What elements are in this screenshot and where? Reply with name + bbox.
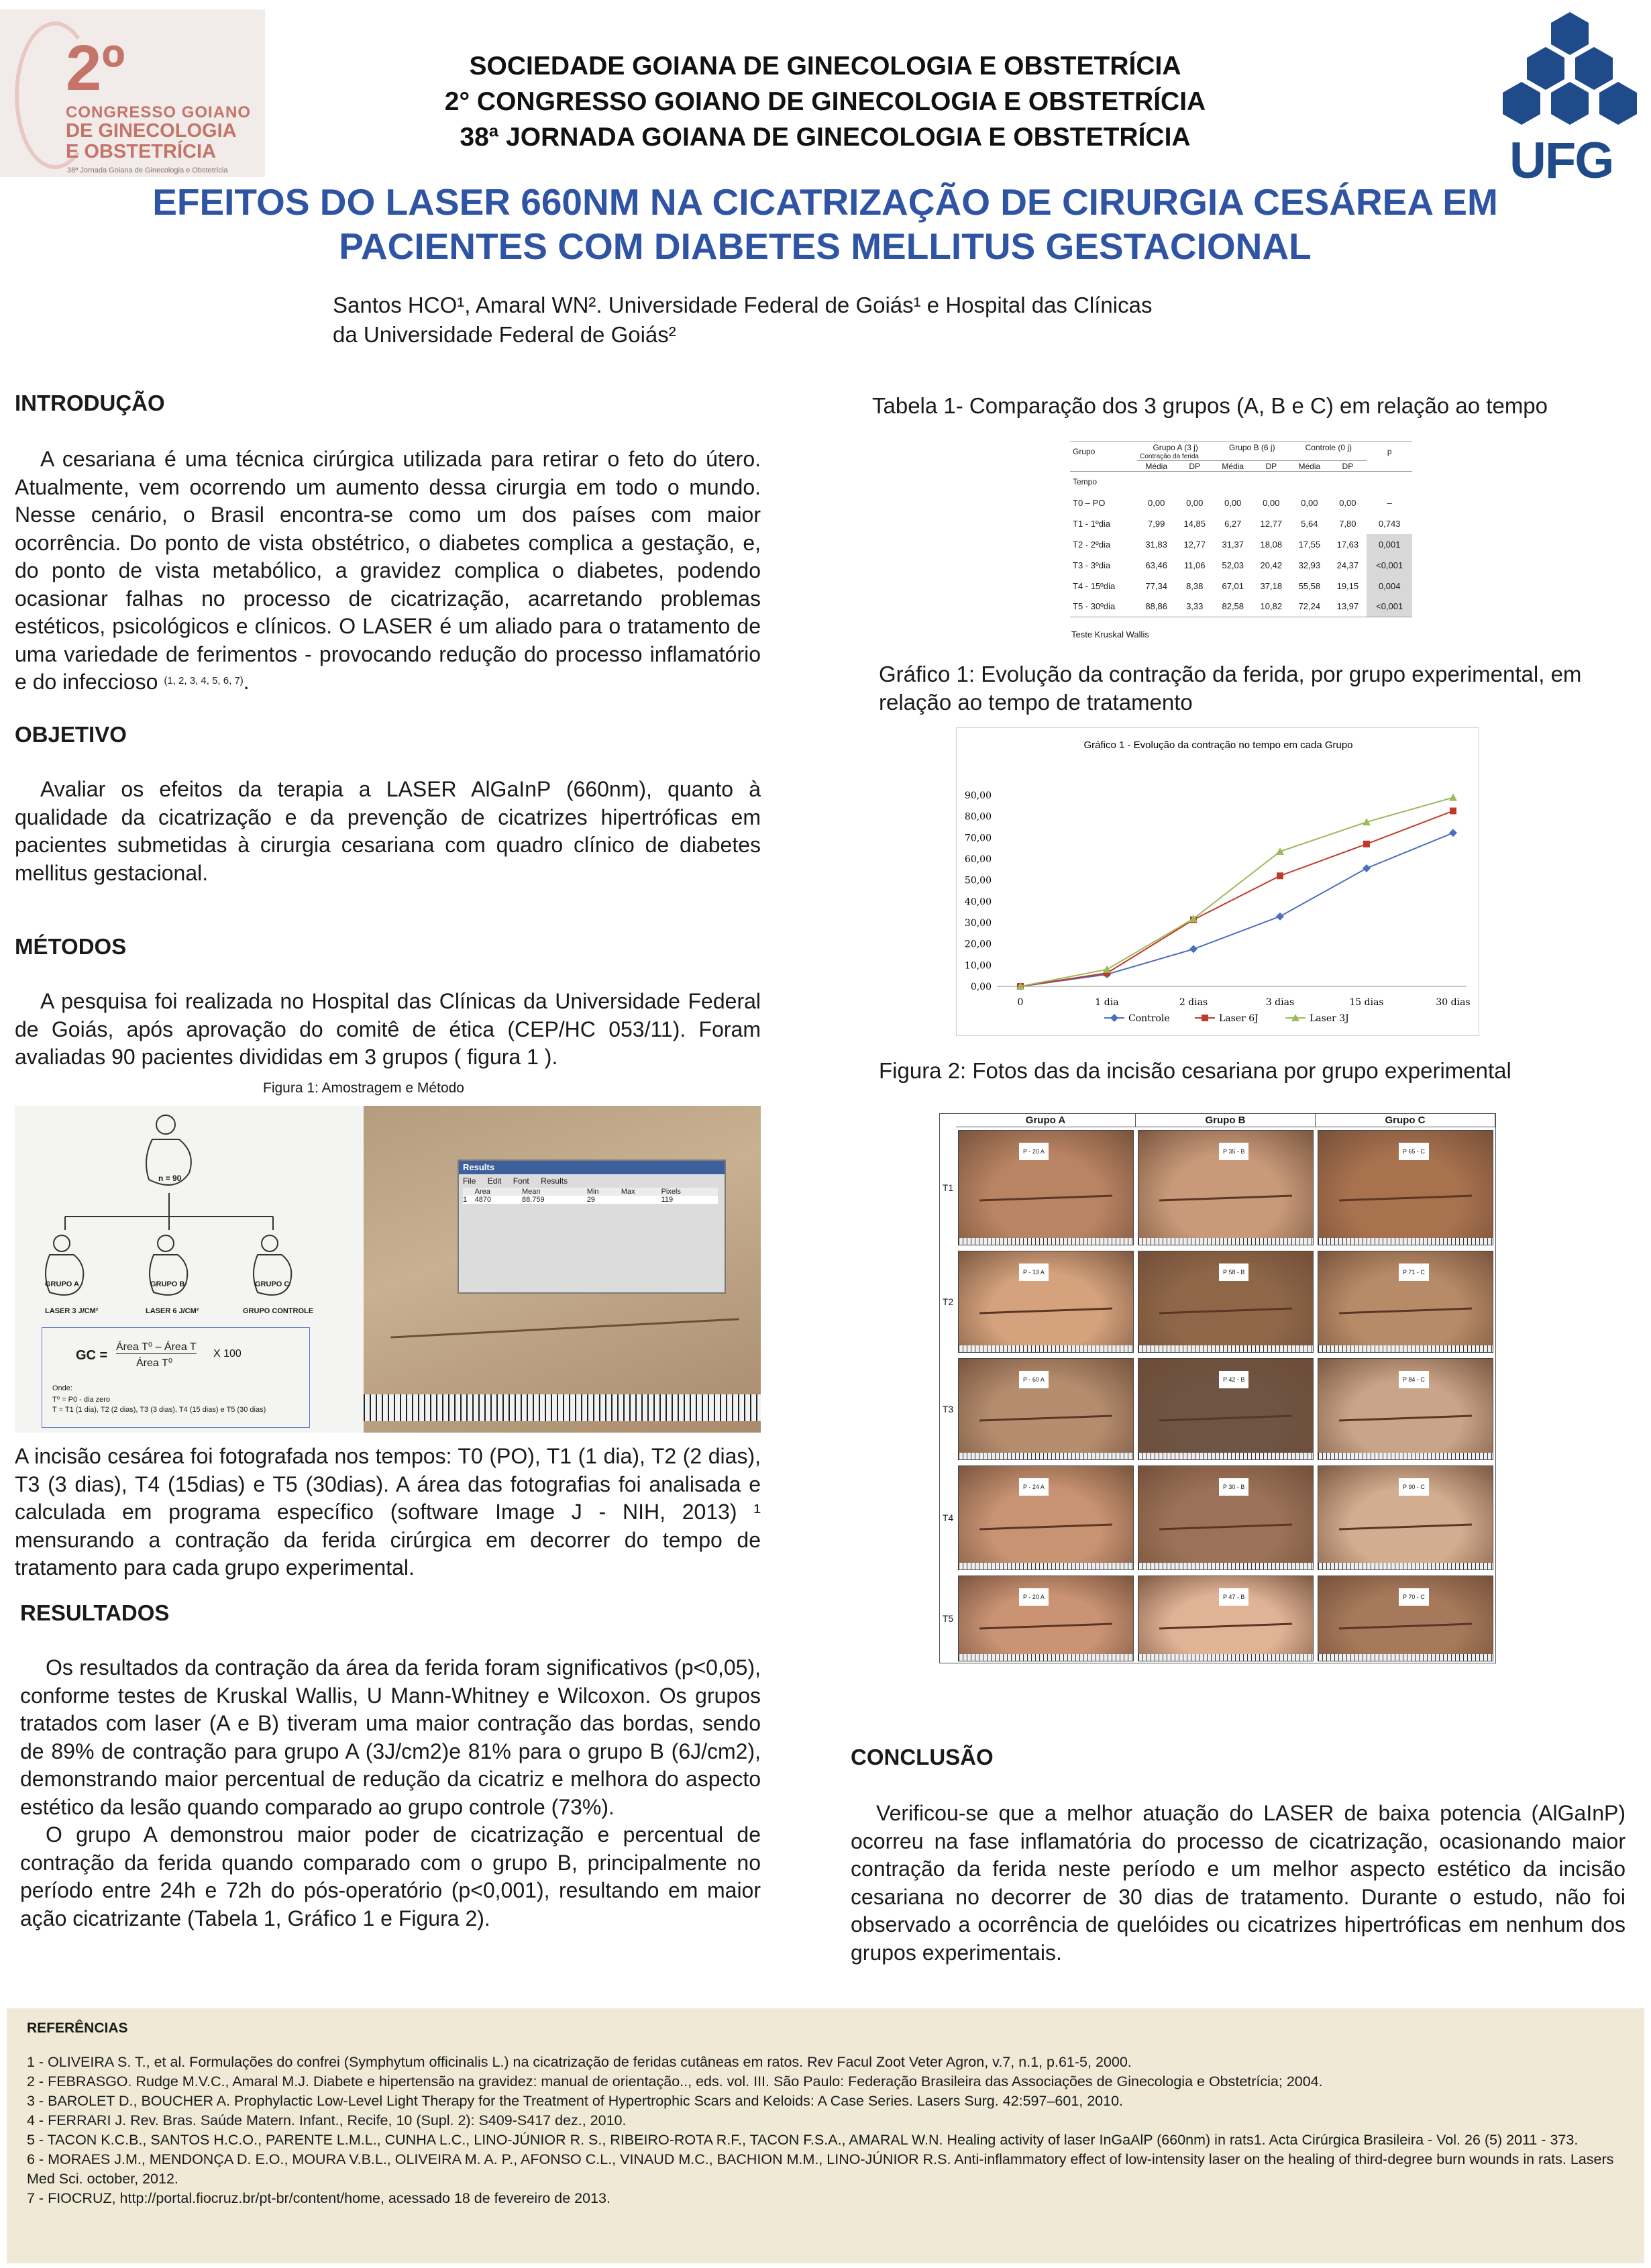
patient-tag: P - 60 A	[1019, 1371, 1049, 1388]
table1-cell: 12,77	[1260, 518, 1283, 529]
references-list	[27, 2053, 1624, 2208]
figure2-caption: Figura 2: Fotos das da incisão cesariana por grupo experimental	[879, 1058, 1511, 1083]
table1-col-dp: DP	[1328, 461, 1367, 472]
results-heading: RESULTADOS	[20, 1600, 170, 1625]
wound-photo	[958, 1130, 1134, 1245]
reference-item: 4 - FERRARI J. Rev. Bras. Saúde Matern. Infant., Recife, 10 (Supl. 2): S409-S417 dez., 2010.	[27, 2112, 627, 2128]
table1-cell: 32,93	[1298, 560, 1321, 570]
y-tick-label: 50,00	[964, 875, 992, 886]
reference-item: 2 - FEBRASGO. Rudge M.V.C., Amaral M.J. Diabete e hipertensão na gravidez: manual de orientação.., eds. vol. III. São Paulo: Federação Brasileira das Associações de Ginecologia e Obstetrícia; 2004.	[27, 2073, 1323, 2090]
table1-cell: 20,42	[1260, 560, 1283, 570]
references-heading: REFERÊNCIAS	[27, 2020, 128, 2036]
table1-p-value: 0,004	[1367, 576, 1412, 597]
data-point	[1276, 913, 1284, 921]
incision-line	[1339, 1415, 1472, 1422]
ufg-logo	[1503, 11, 1637, 189]
patient-tag: P 84 - C	[1399, 1371, 1429, 1388]
series-line-laser-6j	[1020, 811, 1453, 986]
incision-line	[979, 1623, 1112, 1630]
menu-font: Font	[513, 1176, 529, 1186]
table1-col-media: Média	[1137, 461, 1175, 472]
references-section	[7, 2008, 1644, 2263]
results-cell: 1	[463, 1196, 468, 1204]
table1-tempo-label: Tempo	[1073, 477, 1098, 487]
figure2-row-label: T4	[942, 1512, 954, 1523]
group-c-label: GRUPO C	[255, 1280, 290, 1288]
wound-photo	[1138, 1576, 1314, 1661]
data-point	[1277, 872, 1283, 879]
hexagon-cluster-icon	[1503, 11, 1637, 132]
reference-item: 5 - TACON K.C.B., SANTOS H.C.O., PARENTE L.M.L., CUNHA L.C., LINO-JÚNIOR R. S., RIBEIRO-ROTA R.F., TACON F.S.A., AMARAL W.N. Healing activity of laser InGaAlP (660nm) in rats1. Acta Cirúrgica Brasileira - Vol. 26 (5) 2011 - 373.	[27, 2132, 1579, 2148]
laser-6j-label: LASER 6 J/CM²	[146, 1307, 199, 1315]
y-tick-label: 70,00	[964, 833, 992, 844]
y-tick-label: 60,00	[964, 854, 992, 865]
incision-line	[1159, 1415, 1292, 1422]
table1-cell: 11,06	[1183, 560, 1206, 570]
congress-logo	[0, 9, 265, 177]
ruler	[1138, 1453, 1313, 1459]
legend-marker	[1202, 1015, 1208, 1021]
table1-col-media: Média	[1290, 461, 1328, 472]
ruler	[1318, 1654, 1493, 1661]
table1-cell: 19,15	[1336, 580, 1359, 591]
data-point	[1103, 966, 1111, 973]
table1-row-label: T2 - 2ºdia	[1073, 539, 1111, 550]
data-point	[1449, 829, 1457, 837]
author-line: da Universidade Federal de Goiás²	[333, 322, 676, 347]
society-line: SOCIEDADE GOIANA DE GINECOLOGIA E OBSTETRÍCIA	[469, 52, 1181, 81]
abdomen-photo	[364, 1106, 761, 1433]
table1-cell: 0,00	[1263, 497, 1280, 508]
table1-body	[1070, 472, 1412, 617]
objective-text: Avaliar os efeitos da terapia a LASER AlGaInP (660nm), quanto à qualidade da cicatrização e da prevenção de cicatrizes hipertróficas em pacientes submetidas à cirurgia cesariana com quadro clínico de diabetes mellitus gestacional.	[15, 777, 761, 885]
ruler	[1318, 1563, 1493, 1569]
reference-item: 7 - FIOCRUZ, http://portal.fiocruz.br/pt-br/content/home, acessado 18 de fevereiro de 2013.	[27, 2190, 610, 2206]
incision-line	[979, 1308, 1112, 1315]
ruler	[959, 1453, 1133, 1459]
wound-photo	[1318, 1465, 1493, 1570]
incision-line	[1159, 1194, 1292, 1201]
figure1-caption: Figura 1: Amostragem e Método	[263, 1080, 464, 1096]
wound-photo	[1318, 1251, 1493, 1353]
line-chart	[957, 728, 1480, 1037]
wound-photo	[958, 1576, 1134, 1661]
y-tick-label: 80,00	[964, 811, 992, 823]
table1-cell: 6,27	[1224, 518, 1242, 529]
table1-cell: 67,01	[1222, 580, 1244, 591]
methods-text: A pesquisa foi realizada no Hospital das Clínicas da Universidade Federal de Goiás, após aprovação do comitê de ética (CEP/HC 053/11). Foram avaliadas 90 pacientes divididas em 3 grupos ( figura 1 ).	[15, 989, 761, 1069]
patient-tag: P - 13 A	[1019, 1264, 1049, 1281]
menu-file: File	[463, 1176, 476, 1186]
formula-multiplier: X 100	[213, 1348, 242, 1359]
table1-cell: 13,97	[1328, 597, 1367, 617]
formula-numerator: Área T⁰ – Área T	[116, 1341, 197, 1353]
ruler	[1138, 1345, 1313, 1352]
x-tick-label: 2 dias	[1179, 997, 1208, 1008]
intro-citation: (1, 2, 3, 4, 5, 6, 7)	[164, 675, 244, 686]
figure2-row-label: T5	[942, 1613, 954, 1624]
control-group-label: GRUPO CONTROLE	[243, 1307, 314, 1315]
wound-photo	[958, 1358, 1134, 1460]
wound-photo	[1138, 1251, 1314, 1353]
table1-caption: Tabela 1- Comparação dos 3 grupos (A, B e C) em relação ao tempo	[872, 393, 1548, 418]
wound-photo	[1318, 1576, 1493, 1661]
table1-cell: 37,18	[1260, 580, 1283, 591]
data-point	[1189, 945, 1197, 953]
patient-tag: P 65 - C	[1399, 1143, 1429, 1160]
poster-title	[94, 180, 1556, 268]
x-tick-label: 15 dias	[1349, 997, 1384, 1008]
results-cell: 4870	[474, 1196, 492, 1204]
incision-line	[1339, 1194, 1472, 1201]
legend-label: Laser 6J	[1219, 1013, 1259, 1024]
table1-cell: 0,00	[1148, 497, 1165, 508]
table1-cell: 82,58	[1214, 597, 1252, 617]
results-window	[458, 1159, 726, 1294]
table1	[1070, 442, 1412, 617]
wound-photo	[1318, 1130, 1493, 1245]
table1-group-a: Grupo A (3 j)	[1137, 442, 1214, 453]
patient-tag: P 58 - B	[1219, 1264, 1248, 1281]
table1-cell: 18,08	[1260, 539, 1283, 550]
table1-row-label: T3 - 3ºdia	[1073, 560, 1111, 570]
data-point	[1363, 841, 1370, 847]
sample-size-label: n = 90	[158, 1174, 182, 1183]
table1-cell: 55,58	[1298, 580, 1321, 591]
menu-edit: Edit	[487, 1176, 502, 1186]
incision-line	[1159, 1308, 1292, 1315]
incision-line	[979, 1415, 1112, 1422]
intro-section	[15, 391, 761, 697]
legend-label: Controle	[1128, 1013, 1170, 1024]
laser-3j-label: LASER 3 J/CM²	[45, 1307, 99, 1315]
society-header	[282, 48, 1369, 155]
y-tick-label: 20,00	[964, 939, 992, 950]
data-point	[1449, 794, 1457, 801]
table1-cell: 88,86	[1137, 597, 1175, 617]
table1-group-label: Grupo	[1070, 442, 1137, 461]
results-section	[20, 1600, 761, 1932]
intro-end: .	[243, 670, 250, 694]
table1-cell: 77,34	[1145, 580, 1167, 591]
results-col: Area	[474, 1188, 490, 1196]
table1-row	[1070, 493, 1412, 513]
formula-where-t0: T⁰ = P0 - dia zero	[52, 1396, 111, 1404]
wound-photo	[1318, 1358, 1493, 1460]
methods-after-text: A incisão cesárea foi fotografada nos tempos: T0 (PO), T1 (1 dia), T2 (2 dias), T3 (3 dias), T4 (15dias) e T5 (30dias). A área das fotografias foi analisada e calculada em programa específico (software Image J - NIH, 2013) ¹ mensurando a contração da ferida cirúrgica em decorrer do tempo de tratamento para cada grupo experimental.	[15, 1444, 761, 1580]
jornada-line: 38ª JORNADA GOIANA DE GINECOLOGIA E OBSTETRÍCIA	[460, 123, 1191, 152]
results-col	[463, 1188, 475, 1196]
series-line-laser-3j	[1020, 798, 1453, 986]
patient-tag: P - 20 A	[1019, 1588, 1049, 1606]
table1-col-dp: DP	[1175, 461, 1214, 472]
incision-line	[1339, 1308, 1472, 1315]
results-col: Pixels	[661, 1188, 681, 1196]
table1-row-label: T5 - 30ºdia	[1070, 597, 1137, 617]
formula-denominator: Área T⁰	[136, 1357, 173, 1369]
table1-cell: 0,00	[1301, 497, 1318, 508]
table1-row	[1070, 555, 1412, 576]
wound-photo	[1138, 1358, 1314, 1460]
methods-after-section	[15, 1443, 761, 1582]
table1-p-value: –	[1387, 497, 1392, 508]
objective-heading: OBJETIVO	[15, 722, 127, 747]
table1-cell: 24,37	[1336, 560, 1359, 570]
table1-p-value: <0,001	[1367, 597, 1412, 617]
ufg-wordmark: UFG	[1509, 132, 1613, 189]
table1-cell: 72,24	[1290, 597, 1328, 617]
ruler	[1318, 1453, 1493, 1459]
table1-p-value: 0,001	[1367, 534, 1412, 555]
incision-line	[979, 1194, 1112, 1201]
results-cell: 88.759	[522, 1196, 545, 1204]
ruler	[959, 1563, 1133, 1569]
ruler	[1318, 1238, 1493, 1245]
table1-cell: 0,00	[1224, 497, 1242, 508]
x-tick-label: 3 dias	[1265, 997, 1295, 1008]
patient-tag: P 35 - B	[1219, 1143, 1248, 1160]
results-window-title: Results	[459, 1161, 725, 1174]
table1-p-value: <0,001	[1367, 555, 1412, 576]
ruler	[1138, 1654, 1313, 1661]
group-b-label: GRUPO B	[150, 1280, 185, 1288]
table1-cell: 31,83	[1145, 539, 1167, 550]
x-tick-label: 0	[1017, 997, 1024, 1008]
data-point	[1450, 807, 1456, 814]
wound-photo	[958, 1465, 1134, 1570]
table1-p-label: p	[1367, 442, 1412, 461]
methods-heading: MÉTODOS	[15, 934, 127, 959]
intro-text	[15, 446, 761, 697]
table1-cell: 17,63	[1336, 539, 1359, 550]
results-col: Max	[621, 1188, 635, 1196]
x-tick-label: 30 dias	[1436, 997, 1471, 1008]
title-line: PACIENTES COM DIABETES MELLITUS GESTACIONAL	[339, 225, 1312, 267]
formula-box	[42, 1327, 310, 1428]
conclusion-text: Verificou-se que a melhor atuação do LASER de baixa potencia (AlGaInP) ocorreu na fase inflamatória do processo de cicatrização, ocasionando maior contração da ferida neste período e um melhor aspecto estético da incisão cesariana no decorrer de 30 dias de tratamento. Durante o estudo, não foi observado a ocorrência de quelóides ou cicatrizes hipertróficas em nenhum dos grupos experimentais.	[851, 1801, 1626, 1965]
table1-cell: 3,33	[1175, 597, 1214, 617]
results-cell: 119	[661, 1196, 674, 1204]
table1-row-label: T1 - 1ºdia	[1073, 518, 1111, 529]
congress-logo-line3: E OBSTETRÍCIA	[66, 141, 216, 162]
methods-section	[15, 934, 761, 1072]
table1-cell: 5,64	[1301, 518, 1318, 529]
intro-body: A cesariana é uma técnica cirúrgica utilizada para retirar o feto do útero. Atualmente, vem ocorrendo um aumento dessa cirurgia em todo o mundo. Nesse cenário, o Brasil encontra-se como um dos países com maior ocorrência. Do ponto de vista obstétrico, o diabetes complica a gestação, e, do ponto de vista metabólico, a gravidez complica o diabetes, podendo ocasionar falhas no processo de cicatrização, acarretando problemas estéticos, psicológicos e clínicos. O LASER é um aliado para o tratamento de uma variedade de ferimentos - provocando redução do processo inflamatório e do infeccioso	[15, 447, 761, 694]
table1-cell: 7,80	[1339, 518, 1356, 529]
formula-where-t: T = T1 (1 dia), T2 (2 dias), T3 (3 dias), T4 (15 dias) e T5 (30 dias)	[52, 1406, 266, 1414]
table1-cell: 31,37	[1222, 539, 1244, 550]
figure2-col-header: Grupo A	[956, 1114, 1136, 1127]
reference-item: 1 - OLIVEIRA S. T., et al. Formulações do confrei (Symphytum officinalis L.) na cicatrização de feridas cutâneas em ratos. Rev Facul Zoot Veter Agron, v.7, n.1, p.61-5, 2000.	[27, 2054, 1132, 2070]
table1-note: Teste Kruskal Wallis	[1071, 629, 1149, 639]
patient-tag: P 42 - B	[1219, 1371, 1248, 1388]
author-affiliations	[333, 291, 1339, 350]
table1-p-value: 0,743	[1378, 518, 1401, 529]
table1-cell: 14,85	[1183, 518, 1206, 529]
patient-tag: P 30 - B	[1219, 1478, 1248, 1496]
formula-where: Onde:	[52, 1384, 72, 1392]
table1-cell: 12,77	[1183, 539, 1206, 550]
incision-line	[1339, 1623, 1472, 1630]
figure2-row-label: T3	[942, 1404, 954, 1414]
ruler	[364, 1394, 761, 1421]
congress-logo-line2: DE GINECOLOGIA	[66, 120, 237, 142]
incision-line	[1159, 1524, 1292, 1531]
patient-tag: P 47 - B	[1219, 1588, 1248, 1606]
y-tick-label: 40,00	[964, 896, 992, 908]
results-window-menu	[459, 1174, 725, 1188]
incision-line	[979, 1524, 1112, 1531]
table1-cell: 8,38	[1186, 580, 1204, 591]
figure2-col-header: Grupo C	[1316, 1114, 1495, 1127]
table1-col-dp: DP	[1252, 461, 1290, 472]
intro-heading: INTRODUÇÃO	[15, 391, 165, 415]
table1-cell: 63,46	[1145, 560, 1167, 570]
congress-logo-number: 2º	[66, 32, 125, 104]
table1-cell: 7,99	[1148, 518, 1165, 529]
results-cell: 29	[586, 1196, 596, 1204]
table1-row-label: T0 – PO	[1073, 497, 1106, 508]
table1-cell: 0,00	[1339, 497, 1356, 508]
wound-photo	[958, 1251, 1134, 1353]
legend-label: Laser 3J	[1310, 1013, 1349, 1024]
wound-photo	[1138, 1130, 1314, 1245]
table1-cell: 0,00	[1186, 497, 1204, 508]
results-cell	[621, 1196, 661, 1204]
ruler	[959, 1345, 1133, 1352]
table1-row	[1070, 597, 1412, 617]
congress-logo-line4: 38ª Jornada Goiana de Ginecologia e Obstetrícia	[67, 166, 228, 174]
incision-line	[390, 1318, 739, 1338]
table1-cell: 17,55	[1298, 539, 1321, 550]
table1-col-media: Média	[1214, 461, 1252, 472]
objective-section	[15, 722, 761, 887]
table1-subheader: Contração da ferida	[1137, 453, 1367, 461]
table1-row	[1070, 534, 1412, 555]
y-tick-label: 30,00	[964, 918, 992, 929]
congress-logo-line1: CONGRESSO GOIANO	[66, 103, 252, 121]
ruler	[1138, 1563, 1313, 1569]
y-tick-label: 0,00	[970, 982, 992, 992]
patient-tag: P - 24 A	[1019, 1478, 1049, 1496]
reference-item: 6 - MORAES J.M., MENDONÇA D. E.O., MOURA V.B.L., OLIVEIRA M. A. P., AFONSO C.L., VINAUD M.C., BACHION M.M., LINO-JÚNIOR R.S. Anti-inflammatory effect of low-intensity laser on the healing of third-degree burn wounds in rats. Lasers Med Sci. october, 2012.	[27, 2151, 1614, 2187]
congress-line: 2° CONGRESSO GOIANO DE GINECOLOGIA E OBSTETRÍCIA	[444, 87, 1206, 116]
author-line: Santos HCO¹, Amaral WN². Universidade Federal de Goiás¹ e Hospital das Clínicas	[333, 293, 1153, 317]
figure2-photo-grid	[939, 1113, 1496, 1663]
sampling-diagram	[15, 1106, 364, 1433]
conclusion-heading: CONCLUSÃO	[851, 1745, 994, 1769]
table1-row-label: T4 - 15ºdia	[1073, 580, 1116, 591]
group-a-label: GRUPO A	[45, 1280, 79, 1288]
table1-cell: 52,03	[1222, 560, 1244, 570]
y-tick-label: 10,00	[964, 960, 992, 972]
results-col: Mean	[522, 1188, 541, 1196]
table1-group-b: Grupo B (6 j)	[1214, 442, 1290, 453]
figure2-col-header: Grupo B	[1136, 1114, 1316, 1127]
results-p2: O grupo A demonstrou maior poder de cicatrização e percentual de contração da ferida quando comparado com o grupo B, principalmente no período entre 24h e 72h do pós-operatório (p<0,001), resultando em maior ação cicatrizante (Tabela 1, Gráfico 1 e Figura 2).	[20, 1822, 761, 1930]
conclusion-section	[851, 1745, 1626, 1967]
menu-results: Results	[541, 1176, 568, 1186]
ruler	[959, 1238, 1133, 1245]
results-col: Min	[586, 1188, 599, 1196]
patient-tag: P 90 - C	[1399, 1478, 1429, 1496]
y-tick-label: 90,00	[964, 790, 992, 801]
results-table	[463, 1188, 718, 1204]
series-line-controle	[1020, 833, 1453, 986]
ruler	[1318, 1345, 1493, 1352]
patient-tag: P 71 - C	[1399, 1264, 1429, 1281]
ruler	[959, 1654, 1133, 1661]
x-tick-label: 1 dia	[1095, 997, 1119, 1008]
table1-row	[1070, 513, 1412, 534]
chart-frame	[956, 727, 1479, 1036]
results-p1: Os resultados da contração da área da ferida foram significativos (p<0,05), conforme testes de Kruskal Wallis, U Mann-Whitney e Wilcoxon. Os grupos tratados com laser (A e B) tiveram uma maior contração das bordas, sendo de 89% de contração para grupo A (3J/cm2)e 81% para o grupo B (6J/cm2), demonstrando maior percentual de redução da cicatriz e melhora do aspecto estético da lesão quando comparado ao grupo controle (73%).	[20, 1655, 761, 1819]
reference-item: 3 - BAROLET D., BOUCHER A. Prophylactic Low-Level Light Therapy for the Treatment of Hypertrophic Scars and Keloids: A Case Series. Lasers Surg. 42:597–601, 2010.	[27, 2093, 1124, 2109]
pregnant-figures-icon	[15, 1106, 364, 1307]
ruler	[1138, 1238, 1313, 1245]
incision-line	[1339, 1524, 1472, 1531]
figure2-row-label: T2	[942, 1296, 954, 1307]
table1-cell: 10,82	[1252, 597, 1290, 617]
graph1-caption: Gráfico 1: Evolução da contração da ferida, por grupo experimental, em relação ao tempo de tratamento	[879, 662, 1582, 715]
data-point	[1363, 864, 1371, 872]
table1-group-control: Controle (0 j)	[1290, 442, 1367, 453]
figure2-row-label: T1	[942, 1182, 954, 1193]
legend-marker	[1110, 1014, 1118, 1022]
wound-photo	[1138, 1465, 1314, 1570]
patient-tag: P 70 - C	[1399, 1588, 1429, 1606]
formula-gc: GC =	[76, 1348, 108, 1363]
figure1-image	[15, 1106, 761, 1433]
patient-tag: P - 20 A	[1019, 1143, 1049, 1160]
chart-title: Gráfico 1 - Evolução da contração no tempo em cada Grupo	[1083, 739, 1353, 751]
title-line: EFEITOS DO LASER 660NM NA CICATRIZAÇÃO DE CIRURGIA CESÁREA EM	[152, 181, 1498, 223]
table1-row	[1070, 576, 1412, 597]
incision-line	[1159, 1623, 1292, 1630]
